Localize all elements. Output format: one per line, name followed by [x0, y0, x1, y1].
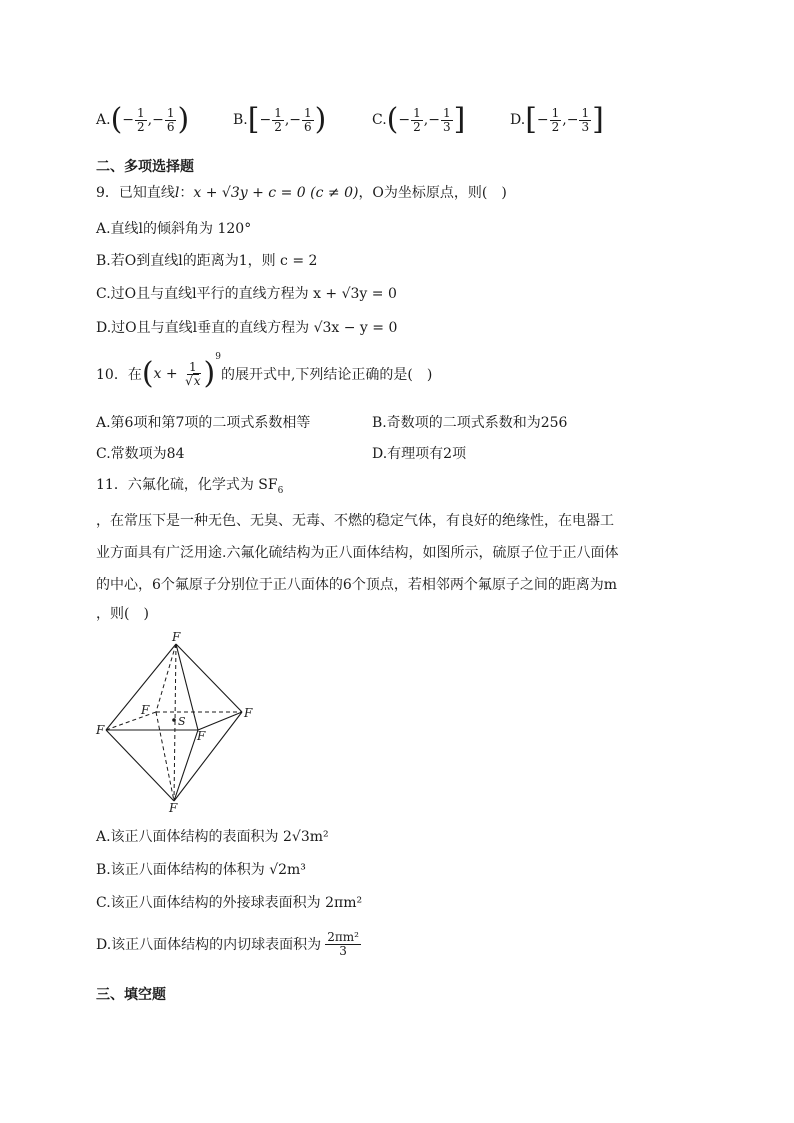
label-f-front: F	[197, 729, 206, 743]
label-f-left: F	[96, 723, 105, 737]
q11-stem-line2: ，在常压下是一种无色、无臭、无毒、不燃的稳定气体，有良好的绝缘性，在电器工	[96, 513, 614, 529]
q11-stem-line1: 11．六氟化硫，化学式为 $SF_6$	[96, 477, 284, 496]
q11-option-c: C.该正八面体结构的外接球表面积为 2πm²	[96, 895, 363, 911]
q11-option-b: B.该正八面体结构的体积为 √2m³	[96, 862, 306, 878]
q10-option-b: B.奇数项的二项式系数和为256	[372, 415, 568, 431]
q9-option-c: C.过O且与直线l平行的直线方程为 x + √3y = 0	[96, 286, 397, 302]
edge-top-back	[156, 644, 176, 712]
section-heading-multiple-choice: 二、多项选择题	[96, 159, 194, 175]
q10-option-a: A.第6项和第7项的二项式系数相等	[96, 415, 311, 431]
edge-bottom-left	[106, 730, 174, 801]
q9-option-b: B.若O到直线l的距离为1，则 c = 2	[96, 253, 318, 269]
label-f-bottom: F	[169, 801, 178, 813]
q11-option-a: A.该正八面体结构的表面积为 2√3m²	[96, 829, 329, 845]
label-s: S	[178, 715, 186, 728]
label-f-back: F	[141, 703, 150, 717]
q8-option-b: B. [ − $\frac{1}{2}$ ,− $\frac{1}{6}$ )	[233, 102, 327, 137]
q11-stem-line4: 的中心，6个氟原子分别位于正八面体的6个顶点，若相邻两个氟原子之间的距离为m	[96, 577, 618, 593]
axis-vertical	[174, 644, 176, 801]
q8-option-d: D. [ − $\frac{1}{2}$ ,− $\frac{1}{3}$ ]	[510, 102, 604, 137]
section-heading-fill-in: 三、填空题	[96, 987, 166, 1003]
q11-option-d: D.该正八面体结构的内切球表面积为 $\frac{\text{2πm²}}{3}$	[96, 929, 359, 958]
q10-option-c: C.常数项为84	[96, 446, 185, 462]
edge-bottom-front	[174, 730, 198, 801]
label-f-top: F	[172, 630, 181, 644]
q8-option-c: C. ( − $\frac{1}{2}$ ,− $\frac{1}{3}$ ]	[372, 102, 466, 137]
q9-option-a: A.直线l的倾斜角为 120°	[96, 221, 252, 237]
q11-stem-line5: ，则( )	[96, 606, 149, 622]
q10-stem: 10．在 ( x + $\frac{1}{√x}$ ) $^9$ 的展开式中,下列结论正确的是( )	[96, 352, 433, 391]
label-f-right: F	[244, 706, 253, 720]
q9-option-d: D.过O且与直线l垂直的直线方程为 √3x − y = 0	[96, 320, 398, 336]
q9-stem: 9．已知直线l：x + √3y + c = 0 (c ≠ 0)，O为坐标原点，则( )	[96, 185, 507, 201]
edge-bottom-back	[156, 712, 174, 801]
q11-stem-line3: 业方面具有广泛用途.六氟化硫结构为正八面体结构，如图所示，硫原子位于正八面体	[96, 545, 619, 561]
q8-option-a: A. ( − $\frac{1}{2}$ ,− $\frac{1}{6}$ )	[96, 102, 190, 137]
edge-top-right	[176, 644, 242, 712]
octahedron-figure	[94, 628, 264, 813]
q10-option-d: D.有理项有2项	[372, 446, 467, 462]
sulfur-center	[172, 718, 176, 722]
